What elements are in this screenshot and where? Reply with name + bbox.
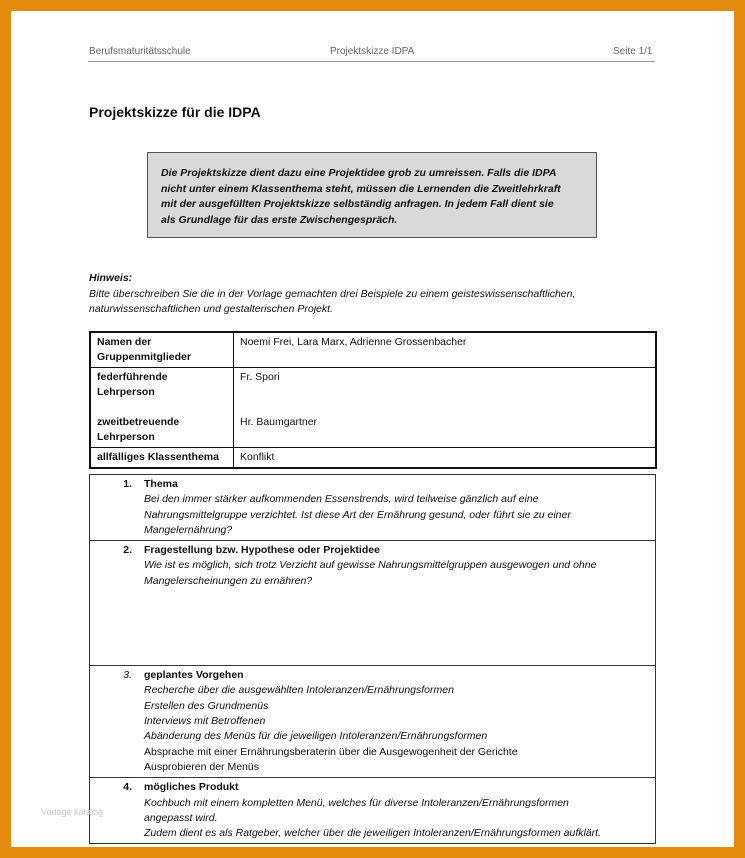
lead-label-line: federführende [97, 371, 168, 383]
section-produkt [90, 778, 656, 844]
section-header [90, 477, 655, 492]
info-row-group [90, 332, 656, 368]
header-left: Berufsmaturitätsschule [89, 46, 191, 57]
section-body [90, 558, 655, 589]
intro-line: als Grundlage für das erste Zwischengespräch. [161, 213, 398, 226]
section-thema-cell[interactable] [90, 475, 656, 541]
info-row-theme [90, 448, 656, 469]
hinweis-line: Bitte überschreiben Sie die in der Vorlage gemachten drei Beispiele zu einem geisteswissenschaftlichen, [89, 287, 576, 300]
group-value[interactable]: Noemi Frei, Lara Marx, Adrienne Grossenbacher [234, 332, 657, 368]
spacer [97, 400, 227, 415]
section-thema [90, 475, 656, 541]
section-number: 3. [123, 669, 132, 682]
section-body [90, 796, 655, 842]
section-line: Zudem dient es als Ratgeber, welcher über die jeweiligen Intoleranzen/Ernährungsformen aufklärt. [144, 827, 602, 840]
section-produkt-cell[interactable] [90, 778, 656, 844]
section-number: 1. [123, 478, 132, 490]
section-fragestellung [90, 541, 656, 666]
spacer [240, 385, 649, 415]
section-body [90, 492, 655, 538]
section-line: Bei den immer stärker aufkommenden Essenstrends, wird teilweise gänzlich auf eine [144, 493, 539, 506]
document-page [11, 11, 734, 847]
section-line: Interviews mit Betroffenen [144, 715, 266, 728]
section-vorgehen-cell[interactable] [90, 666, 656, 778]
lead-value: Fr. Spori [240, 371, 280, 383]
theme-label: allfälliges Klassenthema [90, 448, 234, 469]
hinweis-block [89, 271, 659, 318]
intro-line: mit der ausgefüllten Projektskizze selbständig anfragen. In jedem Fall dient sie [161, 198, 554, 210]
lead-label-line: Lehrperson [97, 386, 155, 398]
section-title: Thema [144, 478, 178, 490]
section-line: Ausprobieren der Menüs [144, 760, 259, 773]
hinweis-line: naturwissenschaftlichen und gestalterischen Projekt. [89, 303, 333, 315]
section-number: 2. [123, 544, 132, 557]
teachers-label [90, 368, 234, 448]
intro-line: Die Projektskizze dient dazu eine Projektidee grob zu umreissen. Falls die IDPA [161, 167, 557, 179]
header-divider [88, 61, 655, 62]
section-line: Mangelernährung? [144, 523, 233, 536]
section-header [90, 543, 655, 558]
intro-line: nicht unter einem Klassenthema steht, müssen die Lernenden die Zweitlehrkraft [161, 182, 561, 195]
section-header [90, 668, 655, 683]
group-label-line: Gruppenmitglieder [97, 351, 191, 363]
second-label-line: Lehrperson [97, 431, 155, 443]
sections-table [89, 474, 656, 844]
watermark: Vorlage katalog [41, 807, 104, 817]
section-title: geplantes Vorgehen [144, 669, 244, 682]
section-line: Recherche über die ausgewählten Intoleranzen/Ernährungsformen [144, 684, 454, 697]
hinweis-title: Hinweis: [89, 272, 133, 284]
section-line: angepasst wird. [144, 811, 218, 824]
info-table [89, 331, 657, 469]
section-line: Abänderung des Menüs für die jeweiligen Intoleranzen/Ernährungsformen [144, 730, 488, 743]
section-fragestellung-cell[interactable] [90, 541, 656, 666]
section-header [90, 780, 655, 795]
intro-box [147, 152, 597, 238]
section-title: mögliches Produkt [144, 781, 239, 794]
info-row-teachers [90, 368, 656, 448]
second-label-line: zweitbetreuende [97, 416, 180, 428]
teachers-value[interactable] [234, 368, 657, 448]
section-line: Erstellen des Grundmenüs [144, 699, 269, 712]
group-label-line: Namen der [97, 336, 152, 348]
section-line: Nahrungsmittelgruppe verzichtet. Ist diese Art der Ernährung gesund, oder führt sie zu einer [144, 508, 571, 521]
second-value: Hr. Baumgartner [240, 416, 318, 428]
section-number: 4. [123, 781, 132, 794]
document-title: Projektskizze für die IDPA [89, 104, 261, 120]
section-body [90, 683, 655, 775]
section-line: Absprache mit einer Ernährungsberaterin über die Ausgewogenheit der Gerichte [144, 745, 518, 758]
section-line: Wie ist es möglich, sich trotz Verzicht auf gewisse Nahrungsmittelgruppen ausgewogen und ohne [144, 559, 597, 572]
theme-value[interactable]: Konflikt [234, 448, 657, 469]
section-vorgehen [90, 666, 656, 778]
section-line: Mangelerscheinungen zu ernähren? [144, 574, 313, 587]
section-title: Fragestellung bzw. Hypothese oder Projektidee [144, 544, 380, 557]
header-center: Projektskizze IDPA [330, 46, 415, 57]
header-page-number: Seite 1/1 [613, 46, 653, 57]
group-label [90, 332, 234, 368]
section-line: Kochbuch mit einem kompletten Menü, welches für diverse Intoleranzen/Ernährungsformen [144, 796, 569, 809]
